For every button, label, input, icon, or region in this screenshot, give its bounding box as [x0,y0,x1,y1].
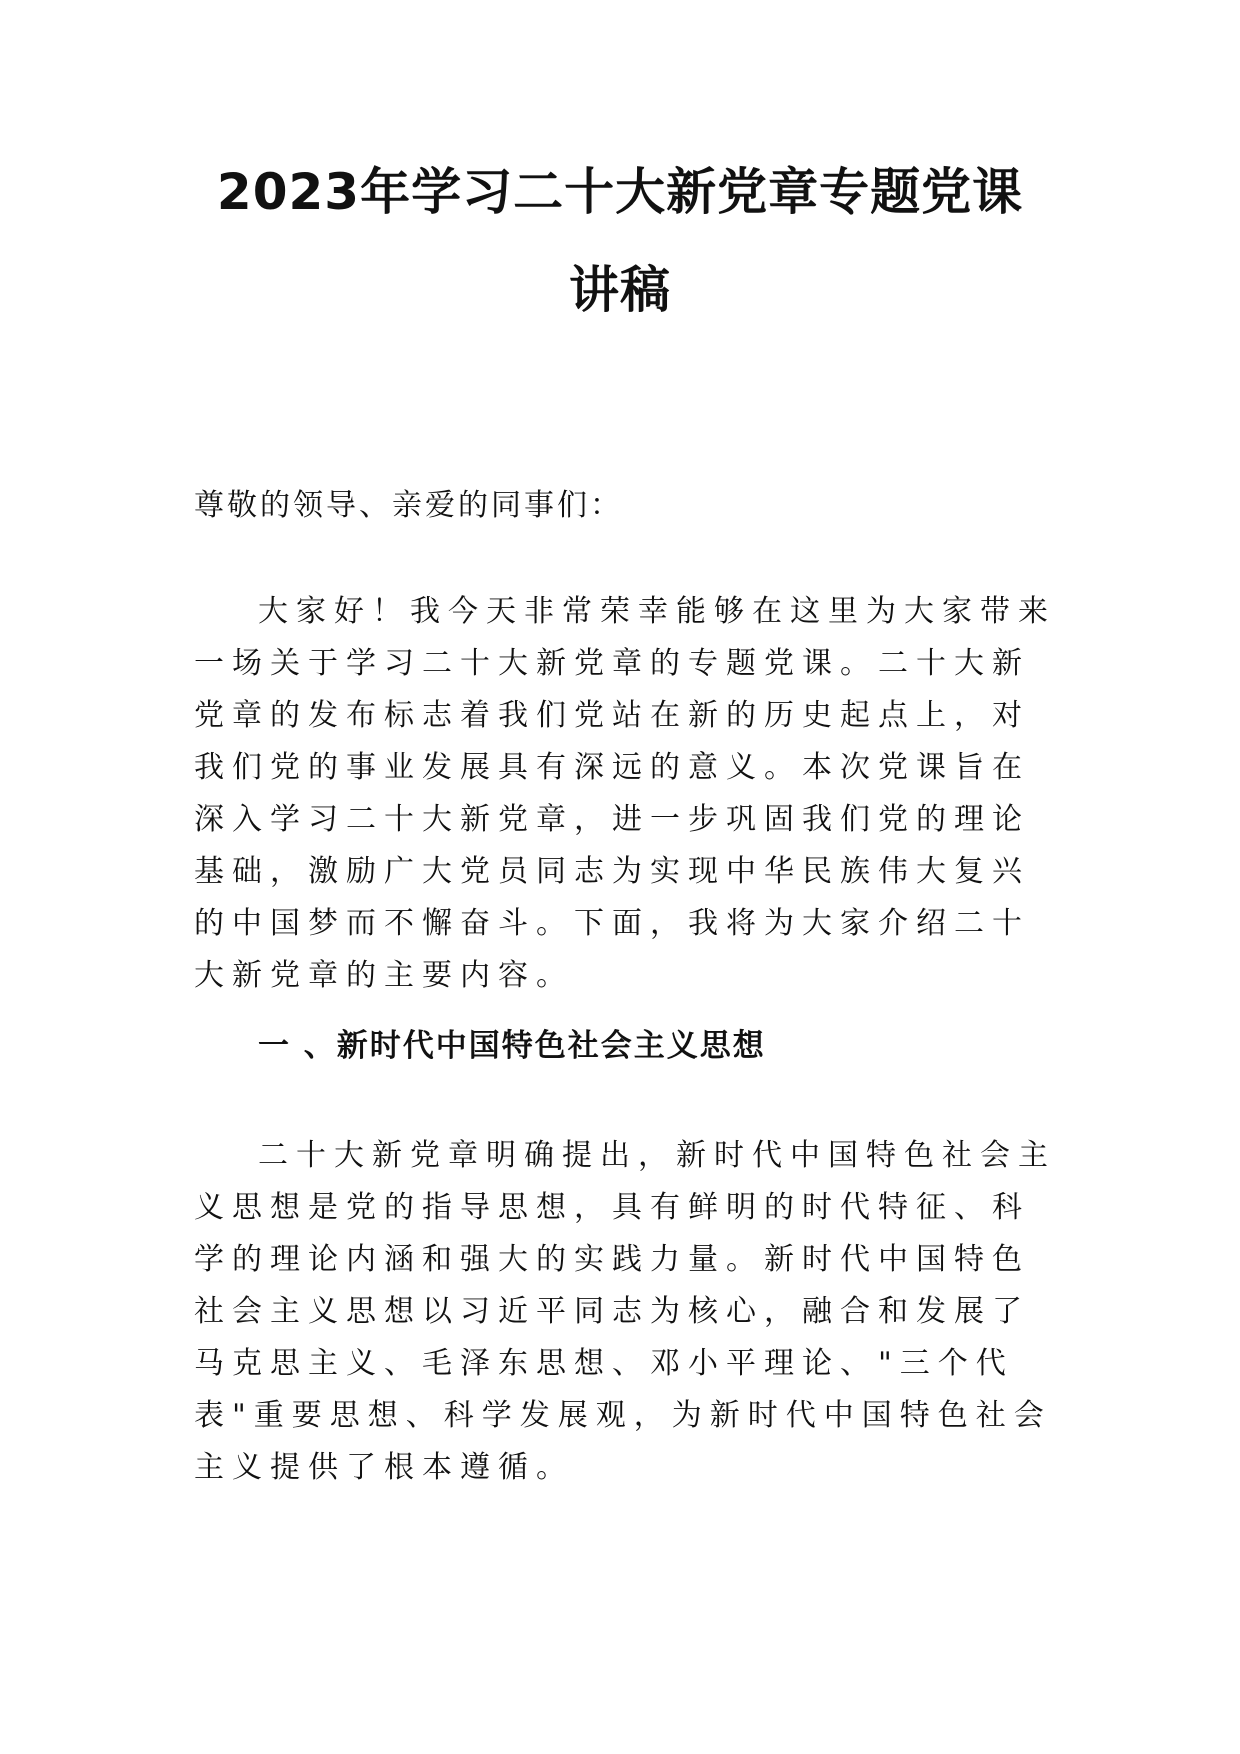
document-title-line-1: 2023年学习二十大新党章专题党课 [216,163,1024,221]
paragraph-section-1: 二十大新党章明确提出，新时代中国特色社会主义思想是党的指导思想，具有鲜明的时代特征、科学的理论内涵和强大的实践力量。新时代中国特色社会主义思想以习近平同志为核心，融合和发展了马克思主义、毛泽东思想、邓小平理论、"三个代表"重要思想、科学发展观，为新时代中国特色社会主义提供了根本遵循。 [194,1138,1056,1485]
salutation: 尊敬的领导、亲爱的同事们： [194,488,623,523]
document-title-line-2: 讲稿 [569,261,671,319]
section-heading-1: 一 、新时代中国特色社会主义思想 [258,1028,766,1064]
paragraph-intro: 大家好！我今天非常荣幸能够在这里为大家带来一场关于学习二十大新党章的专题党课。二十大新党章的发布标志着我们党站在新的历史起点上，对我们党的事业发展具有深远的意义。本次党课旨在深入学习二十大新党章，进一步巩固我们党的理论基础，激励广大党员同志为实现中华民族伟大复兴的中国梦而不懈奋斗。下面，我将为大家介绍二十大新党章的主要内容。 [194,594,1056,993]
